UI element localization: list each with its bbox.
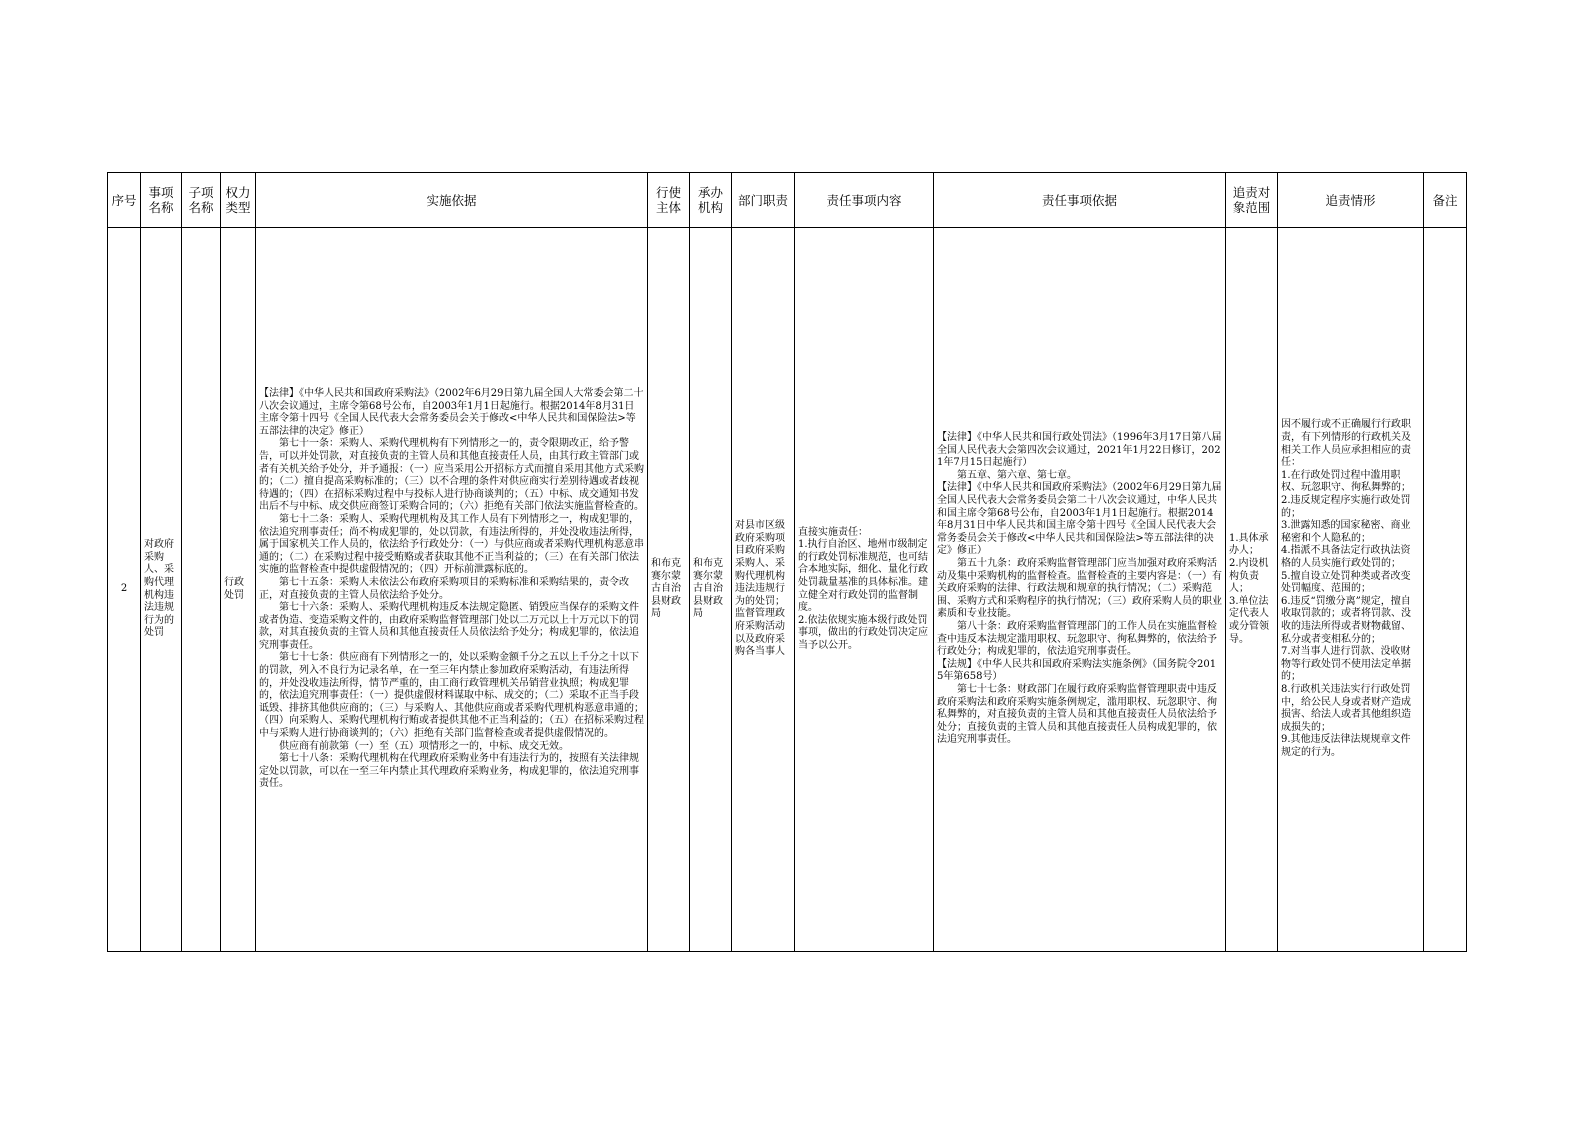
header-row (108, 173, 1467, 228)
header-remarks: 备注 (1424, 173, 1467, 228)
header-item-name: 事项名称 (141, 173, 182, 228)
cell-item-name: 对政府采购人、采购代理机构违法违规行为的处罚 (141, 228, 182, 952)
cell-remarks (1424, 228, 1467, 952)
cell-subject: 和布克赛尔蒙古自治县财政局 (648, 228, 690, 952)
header-sub-item: 子项名称 (182, 173, 221, 228)
header-duty: 部门职责 (732, 173, 795, 228)
header-seq: 序号 (108, 173, 141, 228)
cell-resp-content: 直接实施责任： 1.执行自治区、地州市级制定的行政处罚标准规范，也可结合本地实际，细化、量化行政处罚裁量基准的具体标准。建立健全对行政处罚的监督制度。 2.依法依规实施本级行政处罚事项，做出的行政处罚决定应当予以公开。 (795, 228, 934, 952)
power-list-table (107, 172, 1467, 952)
cell-resp-basis: 【法律】《中华人民共和国行政处罚法》（1996年3月17日第八届全国人民代表大会第四次会议通过，2021年1月22日修订，2021年7月15日起施行） 第五章、第六章、第七章。 【法律】《中华人民共和国政府采购法》（2002年6月29日第九届全国人民代表大会常务委员会第二十八次会议通过，中华人民共和国主席令第68号公布，自2003年1月1日起施行。根据2014年8月31日中华人民共和国主席令第十四号《全国人民代表大会常务委员会关于修改<中华人民共和国保险法>等五部法律的决定》修正） 第五十九条：政府采购监督管理部门应当加强对政府采购活动及集中采购机构的监督检查。监督检查的主要内容是：（一）有关政府采购的法律、行政法规和规章的执行情况；（二）采购范围、采购方式和采购程序的执行情况；（三）政府采购人员的职业素质和专业技能。 第八十条：政府采购监督管理部门的工作人员在实施监督检查中违反本法规定滥用职权、玩忽职守、徇私舞弊的，依法给予行政处分；构成犯罪的，依法追究刑事责任。 【法规】《中华人民共和国政府采购法实施条例》（国务院令2015年第658号） 第七十七条：财政部门在履行政府采购监督管理职责中违反政府采购法和政府采购实施条例规定，滥用职权、玩忽职守、徇私舞弊的，对直接负责的主管人员和其他直接责任人员依法给予处分；直接负责的主管人员和其他直接责任人员构成犯罪的，依法追究刑事责任。 (934, 228, 1226, 952)
cell-agency: 和布克赛尔蒙古自治县财政局 (690, 228, 732, 952)
cell-sub-item (182, 228, 221, 952)
header-agency: 承办机构 (690, 173, 732, 228)
header-accountable-scope: 追责对象范围 (1226, 173, 1278, 228)
cell-seq: 2 (108, 228, 141, 952)
header-basis: 实施依据 (256, 173, 648, 228)
cell-accountable-scope: 1.具体承办人； 2.内设机构负责人； 3.单位法定代表人或分管领导。 (1226, 228, 1278, 952)
header-subject: 行使主体 (648, 173, 690, 228)
header-resp-basis: 责任事项依据 (934, 173, 1226, 228)
cell-basis: 【法律】《中华人民共和国政府采购法》（2002年6月29日第九届全国人大常委会第二十八次会议通过，主席令第68号公布，自2003年1月1日起施行。根据2014年8月31日主席令第十四号《全国人民代表大会常务委员会关于修改<中华人民共和国保险法>等五部法律的决定》修正） 第七十一条：采购人、采购代理机构有下列情形之一的，责令限期改正，给予警告，可以并处罚款，对直接负责的主管人员和其他直接责任人员，由其行政主管部门或者有关机关给予处分，并予通报：（一）应当采用公开招标方式而擅自采用其他方式采购的；（二）擅自提高采购标准的；（三）以不合理的条件对供应商实行差别待遇或者歧视待遇的；（四）在招标采购过程中与投标人进行协商谈判的；（五）中标、成交通知书发出后不与中标、成交供应商签订采购合同的；（六）拒绝有关部门依法实施监督检查的。 第七十二条：采购人、采购代理机构及其工作人员有下列情形之一，构成犯罪的，依法追究刑事责任；尚不构成犯罪的，处以罚款，有违法所得的，并处没收违法所得，属于国家机关工作人员的，依法给予行政处分：（一）与供应商或者采购代理机构恶意串通的；（二）在采购过程中接受贿赂或者获取其他不正当利益的；（三）在有关部门依法实施的监督检查中提供虚假情况的；（四）开标前泄露标底的。 第七十五条：采购人未依法公布政府采购项目的采购标准和采购结果的，责令改正，对直接负责的主管人员依法给予处分。 第七十六条：采购人、采购代理机构违反本法规定隐匿、销毁应当保存的采购文件或者伪造、变造采购文件的，由政府采购监督管理部门处以二万元以上十万元以下的罚款，对其直接负责的主管人员和其他直接责任人员依法给予处分；构成犯罪的，依法追究刑事责任。 第七十七条：供应商有下列情形之一的，处以采购金额千分之五以上千分之十以下的罚款，列入不良行为记录名单，在一至三年内禁止参加政府采购活动，有违法所得的，并处没收违法所得，情节严重的，由工商行政管理机关吊销营业执照；构成犯罪的，依法追究刑事责任：（一）提供虚假材料谋取中标、成交的；（二）采取不正当手段诋毁、排挤其他供应商的；（三）与采购人、其他供应商或者采购代理机构恶意串通的；（四）向采购人、采购代理机构行贿或者提供其他不正当利益的；（五）在招标采购过程中与采购人进行协商谈判的；（六）拒绝有关部门监督检查或者提供虚假情况的。 供应商有前款第（一）至（五）项情形之一的，中标、成交无效。 第七十八条：采购代理机构在代理政府采购业务中有违法行为的，按照有关法律规定处以罚款，可以在一至三年内禁止其代理政府采购业务，构成犯罪的，依法追究刑事责任。 (256, 228, 648, 952)
cell-accountability: 因不履行或不正确履行行政职责，有下列情形的行政机关及相关工作人员应承担相应的责任： 1.在行政处罚过程中滥用职权、玩忽职守、徇私舞弊的； 2.违反规定程序实施行政处罚的； 3.泄露知悉的国家秘密、商业秘密和个人隐私的； 4.指派不具备法定行政执法资格的人员实施行政处罚的； 5.擅自设立处罚种类或者改变处罚幅度、范围的； 6.违反“罚缴分离”规定，擅自收取罚款的；或者将罚款、没收的违法所得或者财物截留、私分或者变相私分的； 7.对当事人进行罚款、没收财物等行政处罚不使用法定单据的； 8.行政机关违法实行行政处罚中，给公民人身或者财产造成损害、给法人或者其他组织造成损失的； 9.其他违反法律法规规章文件规定的行为。 (1278, 228, 1424, 952)
cell-power-type: 行政处罚 (221, 228, 256, 952)
table-row (108, 228, 1467, 952)
header-accountability: 追责情形 (1278, 173, 1424, 228)
header-resp-content: 责任事项内容 (795, 173, 934, 228)
cell-duty: 对县市区级政府采购项目政府采购采购人、采购代理机构违法违规行为的处罚；监督管理政府采购活动以及政府采购各当事人 (732, 228, 795, 952)
header-power-type: 权力类型 (221, 173, 256, 228)
